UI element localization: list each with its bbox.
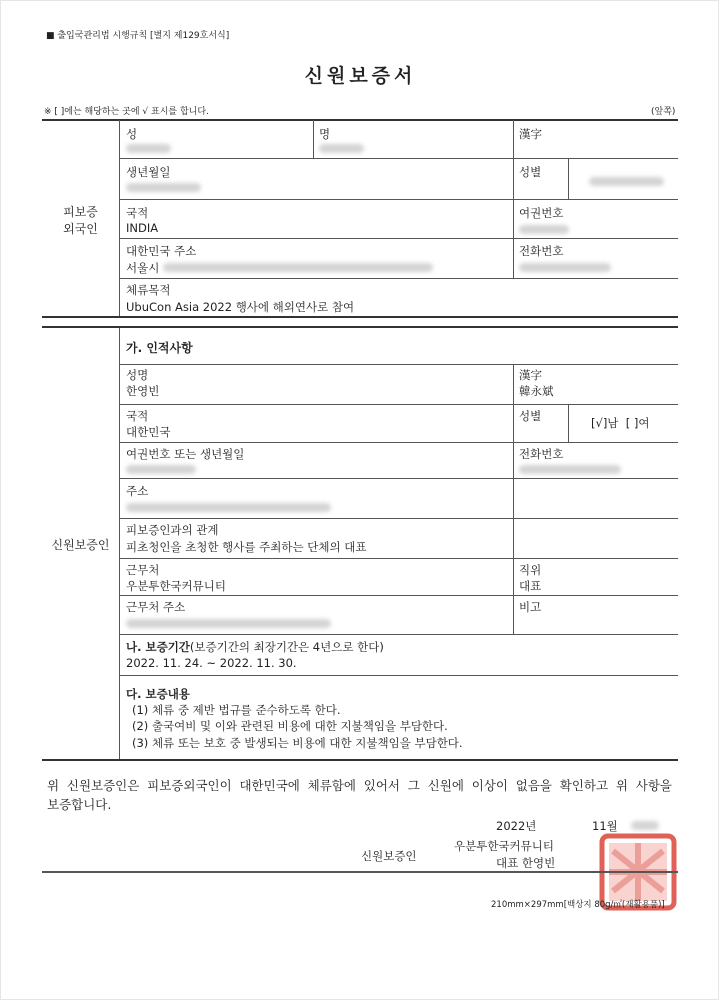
- guarantor-hanja-value: 韓永斌: [519, 384, 554, 398]
- form-title: 신원보증서: [304, 65, 417, 87]
- check-mark-icon: √: [142, 107, 149, 117]
- guarantor-name-label: 성명: [126, 368, 149, 382]
- nationality-value: INDIA: [126, 221, 159, 235]
- guarantor-phone-label: 전화번호: [519, 447, 564, 461]
- guarantee-content-item: (2) 출국여비 및 이와 관련된 비용에 대한 지불책임을 부담한다.: [132, 719, 448, 733]
- dob-label: 생년월일: [126, 165, 171, 179]
- workplace-value: 우분투한국커뮤니티: [126, 579, 226, 593]
- foreigner-hanja-label: 漢字: [519, 127, 542, 141]
- guarantee-content-item: (3) 체류 또는 보호 중 발생되는 비용에 대한 지불책임을 부담한다.: [132, 736, 463, 750]
- personal-info-heading: 가. 인적사항: [126, 341, 193, 355]
- date-day-redacted: [631, 821, 659, 830]
- guarantee-period-value: 2022. 11. 24. ~ 2022. 11. 30.: [126, 656, 297, 670]
- date-year: 2022년: [496, 819, 537, 833]
- address-label: 대한민국 주소: [126, 244, 197, 258]
- purpose-value: UbuCon Asia 2022 행사에 해외연사로 참여: [126, 300, 355, 314]
- relation-label: 피보증인과의 관계: [126, 523, 219, 537]
- surname-label: 성: [126, 127, 138, 141]
- phone-value-redacted: [519, 263, 611, 272]
- guarantor-sex-checkboxes: [√]남 [ ]여: [591, 416, 650, 430]
- declaration-text: 위 신원보증인은 피보증외국인이 대한민국에 체류함에 있어서 그 신원에 이상이 없음을 확인하고 위 사항을: [47, 778, 672, 793]
- guarantee-period-heading: 나. 보증기간(보증기간의 최장기간은 4년으로 한다): [126, 640, 384, 654]
- address-detail-redacted: [163, 263, 433, 272]
- check-note: ※ [ ]에는 해당하는 곳에 √ 표시를 합니다.: [44, 107, 209, 117]
- remarks-label: 비고: [519, 600, 542, 614]
- phone-label: 전화번호: [519, 244, 564, 258]
- guarantor-address-label: 주소: [126, 484, 149, 498]
- passport-value-redacted: [519, 225, 569, 234]
- purpose-label: 체류목적: [126, 283, 171, 297]
- passport-label: 여권번호: [519, 206, 564, 220]
- position-value: 대표: [519, 579, 542, 593]
- guarantee-content-item: (1) 체류 중 제반 법규를 준수하도록 한다.: [132, 703, 341, 717]
- sex-value-redacted: [589, 177, 664, 186]
- dob-value-redacted: [126, 183, 201, 192]
- surname-value-redacted: [126, 144, 171, 153]
- guarantor-nationality-value: 대한민국: [126, 425, 171, 439]
- signer-label: 신원보증인: [361, 849, 417, 863]
- passport-or-dob-label: 여권번호 또는 생년월일: [126, 447, 245, 461]
- guarantor-name-value: 한영빈: [126, 384, 160, 398]
- declaration-text-end: 보증합니다.: [47, 797, 112, 812]
- guarantor-section-label: 신원보증인: [51, 538, 110, 552]
- guarantor-address-redacted: [126, 503, 331, 512]
- given-name-label: 명: [319, 127, 331, 141]
- nationality-label: 국적: [126, 206, 149, 220]
- paper-spec: 210mm×297mm[백상지 80g/㎡(재활용품)]: [491, 900, 665, 910]
- signer-organization: 우분투한국커뮤니티: [454, 839, 554, 853]
- foreigner-section-label: 피보증 외국인: [63, 205, 98, 236]
- guarantor-sex-label: 성별: [519, 409, 542, 423]
- sex-label: 성별: [519, 165, 542, 179]
- address-value: 서울시: [126, 261, 160, 275]
- signer-name: 대표 한영빈: [496, 856, 556, 870]
- guarantee-content-heading: 다. 보증내용: [126, 687, 190, 701]
- guarantor-nationality-label: 국적: [126, 409, 149, 423]
- guarantor-phone-redacted: [519, 465, 621, 474]
- page-side-label: (앞쪽): [651, 107, 676, 117]
- guarantor-hanja-label: 漢字: [519, 368, 542, 382]
- work-address-redacted: [126, 619, 331, 628]
- work-address-label: 근무처 주소: [126, 600, 186, 614]
- relation-value: 피초청인을 초청한 행사를 주최하는 단체의 대표: [126, 540, 367, 554]
- given-name-value-redacted: [319, 144, 364, 153]
- workplace-label: 근무처: [126, 563, 160, 577]
- position-label: 직위: [519, 563, 542, 577]
- law-reference: ■ 출입국관리법 시행규칙 [별지 제129호서식]: [46, 31, 230, 41]
- date-month: 11월: [592, 819, 618, 833]
- passport-or-dob-redacted: [126, 465, 196, 474]
